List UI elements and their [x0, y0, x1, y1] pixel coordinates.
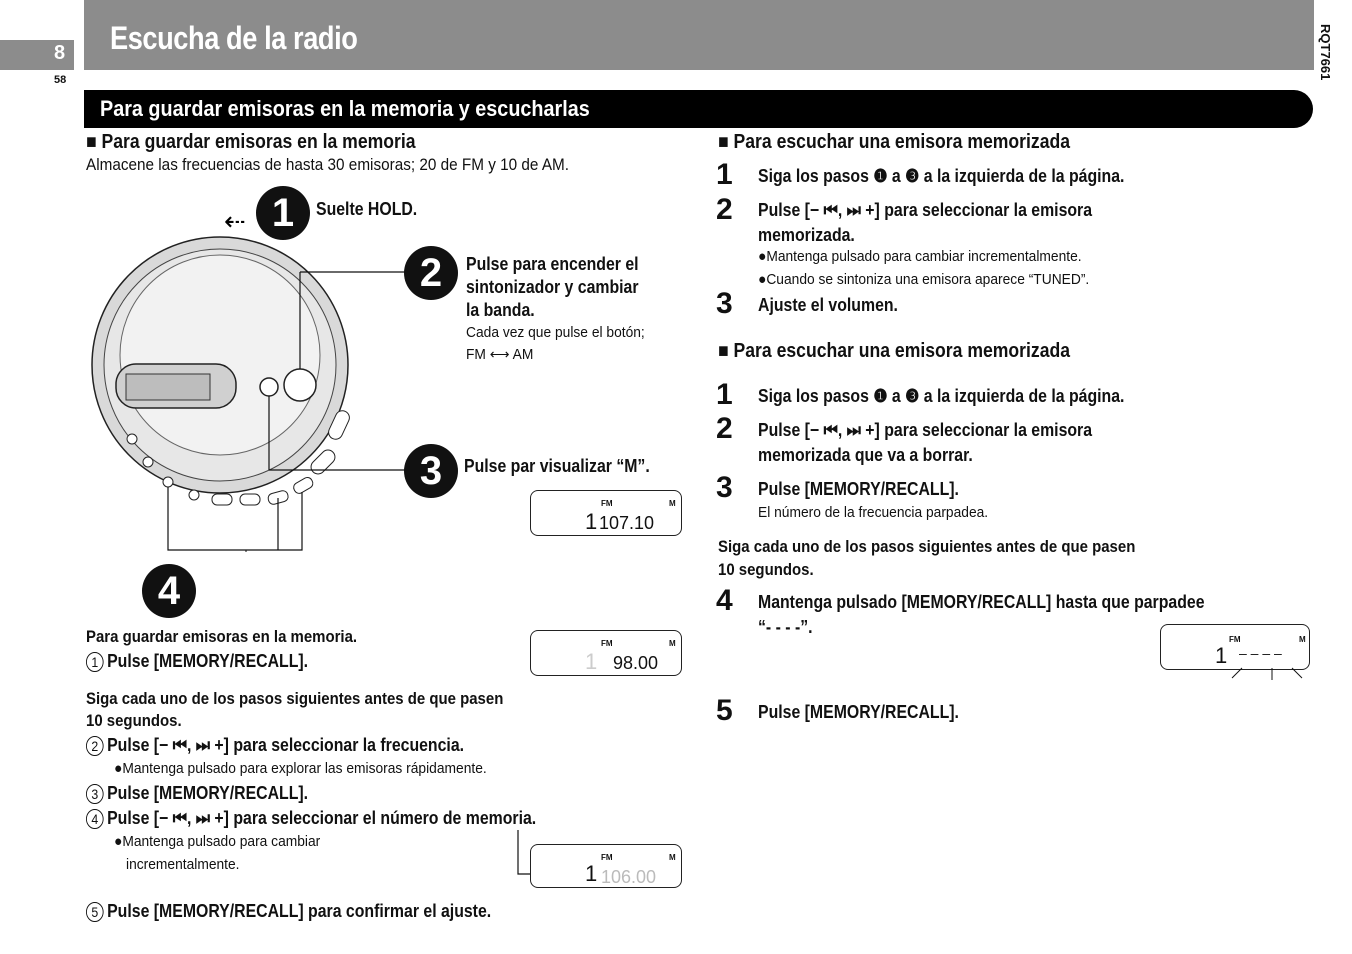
lcd-display-2	[530, 630, 682, 676]
listen-step-2b: memorizada.	[758, 225, 855, 245]
step-text: Pulse [MEMORY/RECALL].	[107, 783, 309, 803]
frequency: 98.00	[613, 653, 659, 673]
store-step-4	[86, 808, 536, 829]
memory-slot: 1	[1215, 643, 1228, 668]
lcd-display-1	[530, 490, 682, 536]
store-heading: ■ Para guardar emisoras en la memoria	[86, 131, 416, 153]
store-step-3	[86, 783, 308, 804]
delete-step-5: Pulse [MEMORY/RECALL].	[758, 702, 959, 722]
delete-step-2b: memorizada que va a borrar.	[758, 445, 973, 465]
delete-heading: ■ Para escuchar una emisora memorizada	[718, 340, 1071, 362]
cd-player-illustration	[56, 180, 696, 620]
frequency: 107.10	[599, 513, 655, 533]
listen-heading: ■ Para escuchar una emisora memorizada	[718, 131, 1071, 153]
delete-step-1: Siga los pasos ❶ a ❸ a la izquierda de la página.	[758, 386, 1125, 406]
delete-step-3-number: 3	[716, 471, 733, 504]
store-steps-heading: Para guardar emisoras en la memoria.	[86, 627, 358, 646]
arrow-left-icon: ⇠	[224, 207, 246, 237]
step-text: Pulse [− ⏮, ⏭ +] para seleccionar la frecuencia.	[107, 735, 465, 755]
frequency: 106.00	[601, 867, 657, 887]
step-number: 1	[86, 652, 104, 672]
delete-step-4a: Mantenga pulsado [MEMORY/RECALL] hasta que parpadee	[758, 592, 1205, 612]
delete-step-3: Pulse [MEMORY/RECALL].	[758, 479, 959, 499]
listen-step-3: Ajuste el volumen.	[758, 295, 898, 315]
callout-2-badge: 2	[404, 246, 458, 300]
store-step-5	[86, 901, 491, 922]
wait-note-line2: 10 segundos.	[86, 711, 182, 730]
callout-3-badge: 3	[404, 444, 458, 498]
store-step-4-note2: incrementalmente.	[126, 856, 240, 873]
step-number: 5	[86, 902, 104, 922]
listen-step-2a: Pulse [− ⏮, ⏭ +] para seleccionar la emisora	[758, 200, 1093, 220]
listen-step-2-number: 2	[716, 193, 733, 226]
memory-indicator: M	[669, 499, 676, 508]
memory-slot: 1	[585, 649, 598, 674]
band-indicator: FM	[601, 499, 613, 508]
callout-2-line2: sintonizador y cambiar	[466, 277, 639, 297]
blink-marks	[1230, 664, 1310, 684]
page-sub-number: 58	[54, 74, 67, 86]
store-step-2-note: ●Mantenga pulsado para explorar las emisoras rápidamente.	[114, 760, 487, 777]
cd-player	[92, 237, 352, 505]
store-step-2	[86, 735, 464, 756]
delete-step-2-number: 2	[716, 412, 733, 445]
frequency: – – – –	[1239, 645, 1282, 661]
callout-2-line1: Pulse para encender el	[466, 254, 639, 274]
store-intro: Almacene las frecuencias de hasta 30 emisoras; 20 de FM y 10 de AM.	[86, 155, 570, 174]
callout-2-note1: Cada vez que pulse el botón;	[466, 324, 645, 341]
callout-2-line3: la banda.	[466, 300, 535, 320]
memory-indicator: M	[1299, 635, 1306, 644]
delete-step-1-number: 1	[716, 378, 733, 411]
delete-wait-line1: Siga cada uno de los pasos siguientes antes de que pasen	[718, 537, 1136, 556]
step-text: Pulse [MEMORY/RECALL].	[107, 651, 309, 671]
listen-step-2-note1: ●Mantenga pulsado para cambiar incrementalmente.	[758, 248, 1082, 265]
band-indicator: FM	[1229, 635, 1241, 644]
delete-wait-line2: 10 segundos.	[718, 560, 814, 579]
step-number: 2	[86, 736, 104, 756]
listen-step-3-number: 3	[716, 287, 733, 320]
page-title: Escucha de la radio	[110, 20, 358, 56]
step-text: Pulse [− ⏮, ⏭ +] para seleccionar el número de memoria.	[107, 808, 537, 828]
band-indicator: FM	[601, 639, 613, 648]
store-step-4-note1: ●Mantenga pulsado para cambiar	[114, 833, 321, 850]
memory-indicator: M	[669, 639, 676, 648]
memory-indicator: M	[669, 853, 676, 862]
listen-step-1: Siga los pasos ❶ a ❸ a la izquierda de la página.	[758, 166, 1125, 186]
memory-slot: 1	[585, 509, 598, 534]
delete-step-2a: Pulse [− ⏮, ⏭ +] para seleccionar la emisora	[758, 420, 1093, 440]
delete-step-4-number: 4	[716, 584, 733, 617]
listen-step-2-note2: ●Cuando se sintoniza una emisora aparece “TUNED”.	[758, 271, 1090, 288]
callout-1-text: Suelte HOLD.	[316, 199, 418, 219]
page-number: 8	[54, 42, 66, 64]
step-number: 4	[86, 809, 104, 829]
lcd-display-3	[530, 844, 682, 888]
callout-1-badge: 1	[256, 186, 310, 240]
callout-2-note2: FM ⟷ AM	[466, 346, 534, 363]
step-text: Pulse [MEMORY/RECALL] para confirmar el ajuste.	[107, 901, 492, 921]
delete-step-3-note: El número de la frecuencia parpadea.	[758, 504, 989, 521]
band-indicator: FM	[601, 853, 613, 862]
delete-step-4b: “- - - -”.	[758, 617, 813, 637]
callout-3-text: Pulse par visualizar “M”.	[464, 456, 650, 476]
delete-step-5-number: 5	[716, 694, 733, 727]
section-title: Para guardar emisoras en la memoria y escucharlas	[100, 96, 590, 121]
listen-step-1-number: 1	[716, 158, 733, 191]
wait-note-line1: Siga cada uno de los pasos siguientes antes de que pasen	[86, 689, 504, 708]
memory-slot: 1	[585, 861, 598, 886]
callout-4-badge: 4	[142, 564, 196, 618]
step-number: 3	[86, 784, 104, 804]
store-step-1	[86, 651, 308, 672]
document-code: RQT7661	[1318, 24, 1333, 81]
